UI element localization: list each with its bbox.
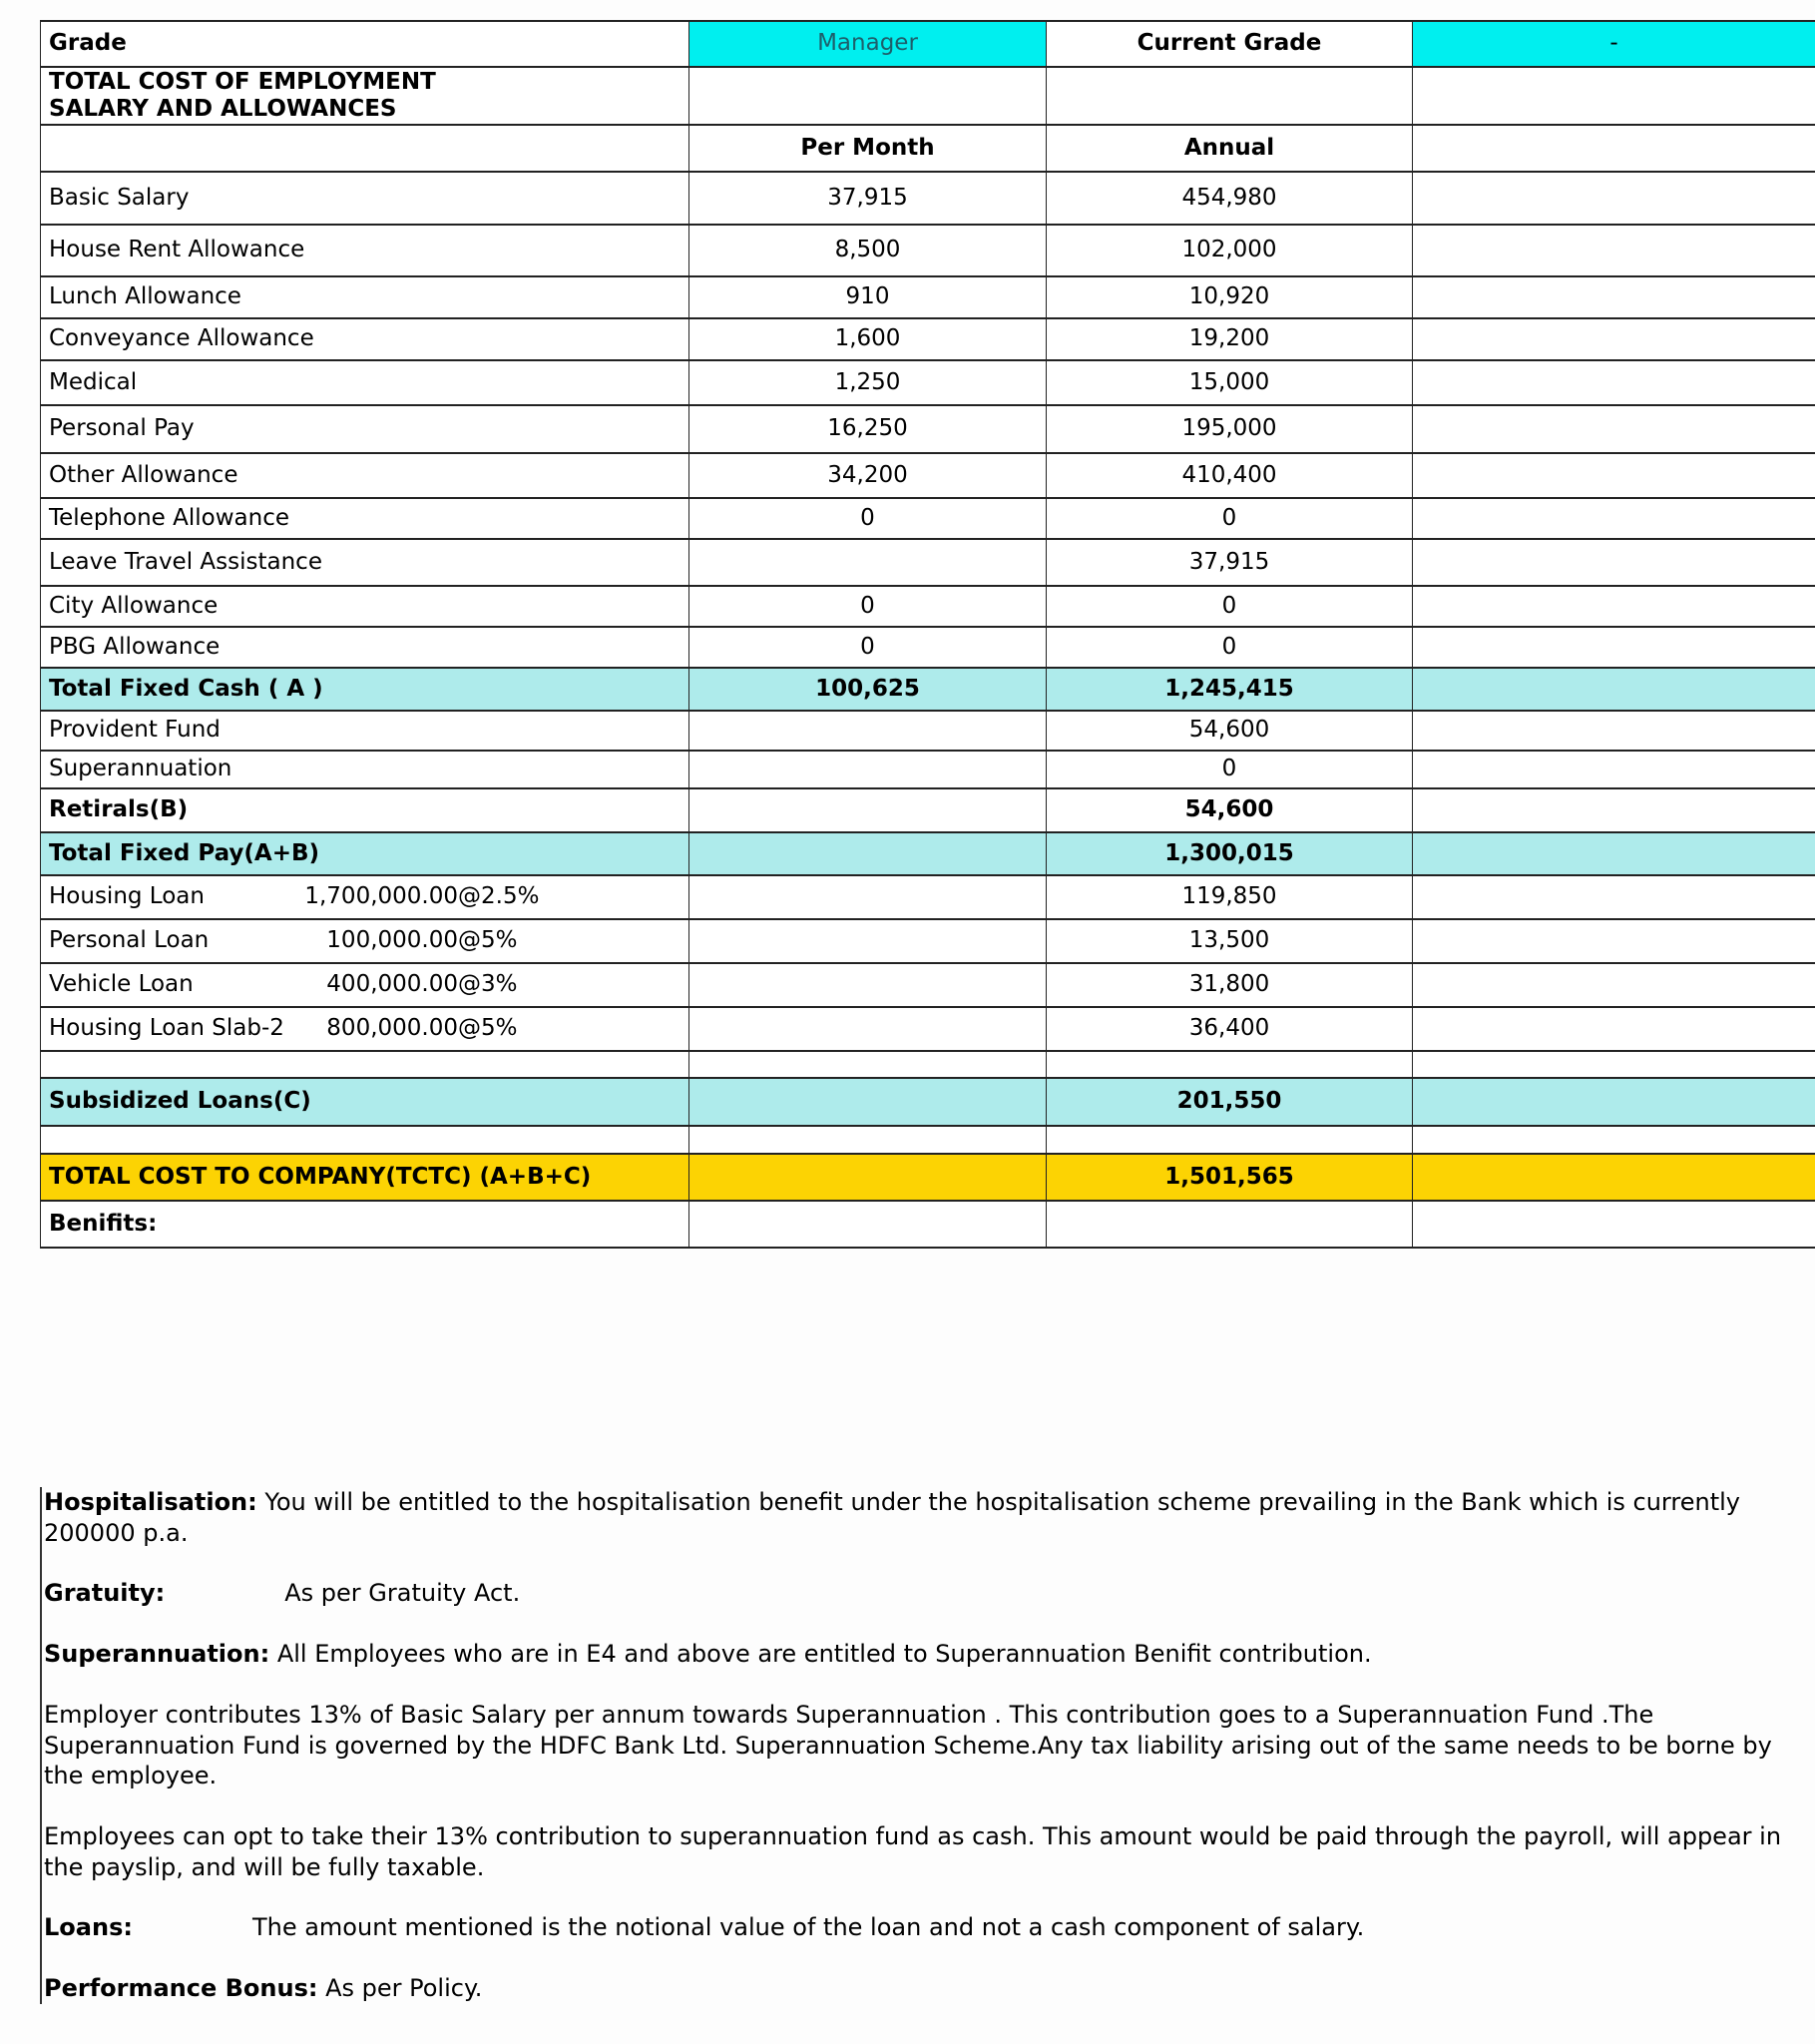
spacer-cell-2 (689, 1126, 1047, 1154)
spacer-cell-4 (1413, 1051, 1815, 1078)
colheader-annual: Annual (1047, 125, 1413, 172)
note-performance-bonus (42, 1973, 1815, 2004)
row-label: Lunch Allowance (41, 276, 689, 318)
colheader-extra (1413, 125, 1815, 172)
note-hospitalisation (42, 1487, 1815, 1548)
note-loans-text: The amount mentioned is the notional value of the loan and not a cash component of salary. (251, 1913, 1365, 1942)
row-per-month (689, 751, 1047, 788)
table-row (41, 276, 1815, 318)
table-row-column-headers (41, 125, 1815, 172)
table-row (41, 405, 1815, 453)
loan-extra (1413, 1007, 1815, 1051)
spacer-cell-3 (1047, 1126, 1413, 1154)
table-row (41, 453, 1815, 498)
benefits-notes (40, 1487, 1815, 2004)
loan-name: Vehicle Loan (49, 971, 194, 998)
loan-extra (1413, 919, 1815, 963)
row-per-month: 910 (689, 276, 1047, 318)
grade-label: Grade (41, 21, 689, 67)
note-superannuation (42, 1639, 1815, 1670)
loan-amount: 100,000.00 (326, 927, 458, 954)
row-per-month: 8,500 (689, 225, 1047, 276)
note-spacer (42, 1670, 1815, 1700)
note-loans-lead: Loans: (44, 1913, 133, 1942)
row-annual: 0 (1047, 586, 1413, 627)
table-row (41, 498, 1815, 539)
row-extra (1413, 711, 1815, 751)
spacer-cell-4 (1413, 1126, 1815, 1154)
section-title: TOTAL COST OF EMPLOYMENT SALARY AND ALLOWANCES (41, 67, 689, 125)
subsidized-loans-label: Subsidized Loans(C) (41, 1078, 689, 1126)
benifits-cell-4 (1413, 1201, 1815, 1248)
note-spacer (42, 1943, 1815, 1973)
table-row-total-fixed-pay (41, 832, 1815, 875)
row-per-month: 0 (689, 586, 1047, 627)
loan-cell (41, 875, 689, 919)
note-gratuity-text: As per Gratuity Act. (284, 1579, 521, 1608)
row-annual: 0 (1047, 751, 1413, 788)
row-per-month: 34,200 (689, 453, 1047, 498)
loan-name: Housing Loan (49, 883, 205, 910)
loan-per-month (689, 875, 1047, 919)
row-per-month: 0 (689, 627, 1047, 668)
row-extra (1413, 627, 1815, 668)
loan-rate: @3% (458, 971, 518, 998)
current-grade-label: Current Grade (1047, 21, 1413, 67)
table-row-subsidized-loans (41, 1078, 1815, 1126)
retirals-extra (1413, 788, 1815, 832)
row-annual: 0 (1047, 498, 1413, 539)
retirals-annual: 54,600 (1047, 788, 1413, 832)
row-per-month: 37,915 (689, 172, 1047, 225)
spacer-cell-2 (689, 1051, 1047, 1078)
section-title-blank-3 (1047, 67, 1413, 125)
table-row (41, 539, 1815, 586)
note-opt-cash: Employees can opt to take their 13% contribution to superannuation fund as cash. This amount would be paid through the payroll, will appear in the payslip, and will be fully taxable. (44, 1822, 1782, 1881)
benifits-cell-3 (1047, 1201, 1413, 1248)
note-spacer (42, 1548, 1815, 1578)
row-extra (1413, 453, 1815, 498)
subsidized-loans-extra (1413, 1078, 1815, 1126)
row-annual: 10,920 (1047, 276, 1413, 318)
loan-amount: 1,700,000.00 (304, 883, 458, 910)
row-extra (1413, 225, 1815, 276)
note-superannuation-lead: Superannuation: (44, 1640, 270, 1669)
table-row-loan (41, 1007, 1815, 1051)
loan-cell (41, 1007, 689, 1051)
table-row (41, 225, 1815, 276)
note-gratuity (42, 1578, 1815, 1609)
row-annual: 15,000 (1047, 360, 1413, 405)
grade-value: Manager (689, 21, 1047, 67)
loan-rate: @5% (458, 927, 518, 954)
loan-extra (1413, 963, 1815, 1007)
colheader-per-month: Per Month (689, 125, 1047, 172)
table-row (41, 360, 1815, 405)
row-extra (1413, 172, 1815, 225)
retirals-label: Retirals(B) (41, 788, 689, 832)
note-bonus-text: As per Policy. (317, 1974, 483, 2003)
note-employer-contribution: Employer contributes 13% of Basic Salary per annum towards Superannuation . This contribution goes to a Superannuation Fund .The Superannuation Fund is governed by the HDFC Bank Ltd. Superannuation Scheme.Any tax liability arising out of the same needs to be borne by the employee. (44, 1700, 1772, 1790)
table-row-spacer (41, 1051, 1815, 1078)
loan-annual: 36,400 (1047, 1007, 1413, 1051)
row-label: Other Allowance (41, 453, 689, 498)
total-fixed-cash-per-month: 100,625 (689, 668, 1047, 711)
tctc-extra (1413, 1154, 1815, 1201)
row-label: Telephone Allowance (41, 498, 689, 539)
subsidized-loans-annual: 201,550 (1047, 1078, 1413, 1126)
row-extra (1413, 498, 1815, 539)
row-per-month (689, 711, 1047, 751)
total-fixed-cash-label: Total Fixed Cash ( A ) (41, 668, 689, 711)
subsidized-loans-per-month (689, 1078, 1047, 1126)
loan-cell (41, 963, 689, 1007)
row-extra (1413, 405, 1815, 453)
table-row-loan (41, 963, 1815, 1007)
row-annual: 19,200 (1047, 318, 1413, 360)
row-label: Leave Travel Assistance (41, 539, 689, 586)
total-fixed-cash-annual: 1,245,415 (1047, 668, 1413, 711)
row-annual: 195,000 (1047, 405, 1413, 453)
loan-rate: @2.5% (458, 883, 540, 910)
row-extra (1413, 586, 1815, 627)
row-per-month (689, 539, 1047, 586)
row-label: Basic Salary (41, 172, 689, 225)
note-hospitalisation-text: You will be entitled to the hospitalisation benefit under the hospitalisation scheme prevailing in the Bank which is currently 200000 p.a. (44, 1488, 1740, 1547)
row-label: Conveyance Allowance (41, 318, 689, 360)
table-row (41, 751, 1815, 788)
row-extra (1413, 276, 1815, 318)
note-bonus-lead: Performance Bonus: (44, 1974, 318, 2003)
tctc-per-month (689, 1154, 1047, 1201)
row-extra (1413, 318, 1815, 360)
row-per-month: 1,600 (689, 318, 1047, 360)
row-label: Provident Fund (41, 711, 689, 751)
tctc-annual: 1,501,565 (1047, 1154, 1413, 1201)
total-fixed-pay-extra (1413, 832, 1815, 875)
loan-cell (41, 919, 689, 963)
table-row-loan (41, 919, 1815, 963)
section-title-blank-2 (689, 67, 1047, 125)
row-per-month: 0 (689, 498, 1047, 539)
spacer-cell-1 (41, 1051, 689, 1078)
table-row-spacer (41, 1126, 1815, 1154)
row-extra (1413, 539, 1815, 586)
row-annual: 37,915 (1047, 539, 1413, 586)
ctc-table (40, 20, 1815, 1249)
spacer-cell-1 (41, 1126, 689, 1154)
row-annual: 54,600 (1047, 711, 1413, 751)
benifits-label: Benifits: (41, 1201, 689, 1248)
loan-per-month (689, 1007, 1047, 1051)
loan-rate: @5% (458, 1015, 518, 1042)
table-row-retirals (41, 788, 1815, 832)
loan-annual: 119,850 (1047, 875, 1413, 919)
row-per-month: 16,250 (689, 405, 1047, 453)
note-spacer (42, 1791, 1815, 1821)
table-row-total-fixed-cash (41, 668, 1815, 711)
table-row-tctc (41, 1154, 1815, 1201)
total-fixed-pay-per-month (689, 832, 1047, 875)
table-row (41, 627, 1815, 668)
loan-name: Housing Loan Slab-2 (49, 1015, 284, 1042)
loan-name: Personal Loan (49, 927, 210, 954)
row-label: City Allowance (41, 586, 689, 627)
table-row (41, 586, 1815, 627)
table-row (41, 711, 1815, 751)
note-loans (42, 1912, 1815, 1943)
total-fixed-pay-annual: 1,300,015 (1047, 832, 1413, 875)
table-row-section-title (41, 67, 1815, 125)
tctc-label: TOTAL COST TO COMPANY(TCTC) (A+B+C) (41, 1154, 689, 1201)
retirals-per-month (689, 788, 1047, 832)
note-superannuation-text: All Employees who are in E4 and above are entitled to Superannuation Benifit contribution. (269, 1640, 1372, 1669)
colheader-blank (41, 125, 689, 172)
note-gratuity-lead: Gratuity: (44, 1579, 166, 1608)
row-extra (1413, 360, 1815, 405)
benifits-cell-2 (689, 1201, 1047, 1248)
row-extra (1413, 751, 1815, 788)
loan-amount: 800,000.00 (326, 1015, 458, 1042)
spacer-cell-3 (1047, 1051, 1413, 1078)
row-label: PBG Allowance (41, 627, 689, 668)
loan-annual: 13,500 (1047, 919, 1413, 963)
table-row-benifits (41, 1201, 1815, 1248)
row-annual: 410,400 (1047, 453, 1413, 498)
loan-per-month (689, 919, 1047, 963)
section-title-blank-4 (1413, 67, 1815, 125)
table-row (41, 318, 1815, 360)
grade-extra-cell: - (1413, 21, 1815, 67)
note-spacer (42, 1882, 1815, 1912)
loan-extra (1413, 875, 1815, 919)
note-spacer (42, 1609, 1815, 1639)
loan-per-month (689, 963, 1047, 1007)
row-label: House Rent Allowance (41, 225, 689, 276)
table-row-loan (41, 875, 1815, 919)
total-fixed-cash-extra (1413, 668, 1815, 711)
row-annual: 0 (1047, 627, 1413, 668)
row-annual: 102,000 (1047, 225, 1413, 276)
row-label: Personal Pay (41, 405, 689, 453)
total-fixed-pay-label: Total Fixed Pay(A+B) (41, 832, 689, 875)
row-label: Medical (41, 360, 689, 405)
loan-annual: 31,800 (1047, 963, 1413, 1007)
table-row-grade (41, 21, 1815, 67)
table-row (41, 172, 1815, 225)
note-hospitalisation-lead: Hospitalisation: (44, 1488, 257, 1516)
row-annual: 454,980 (1047, 172, 1413, 225)
loan-amount: 400,000.00 (326, 971, 458, 998)
row-label: Superannuation (41, 751, 689, 788)
row-per-month: 1,250 (689, 360, 1047, 405)
